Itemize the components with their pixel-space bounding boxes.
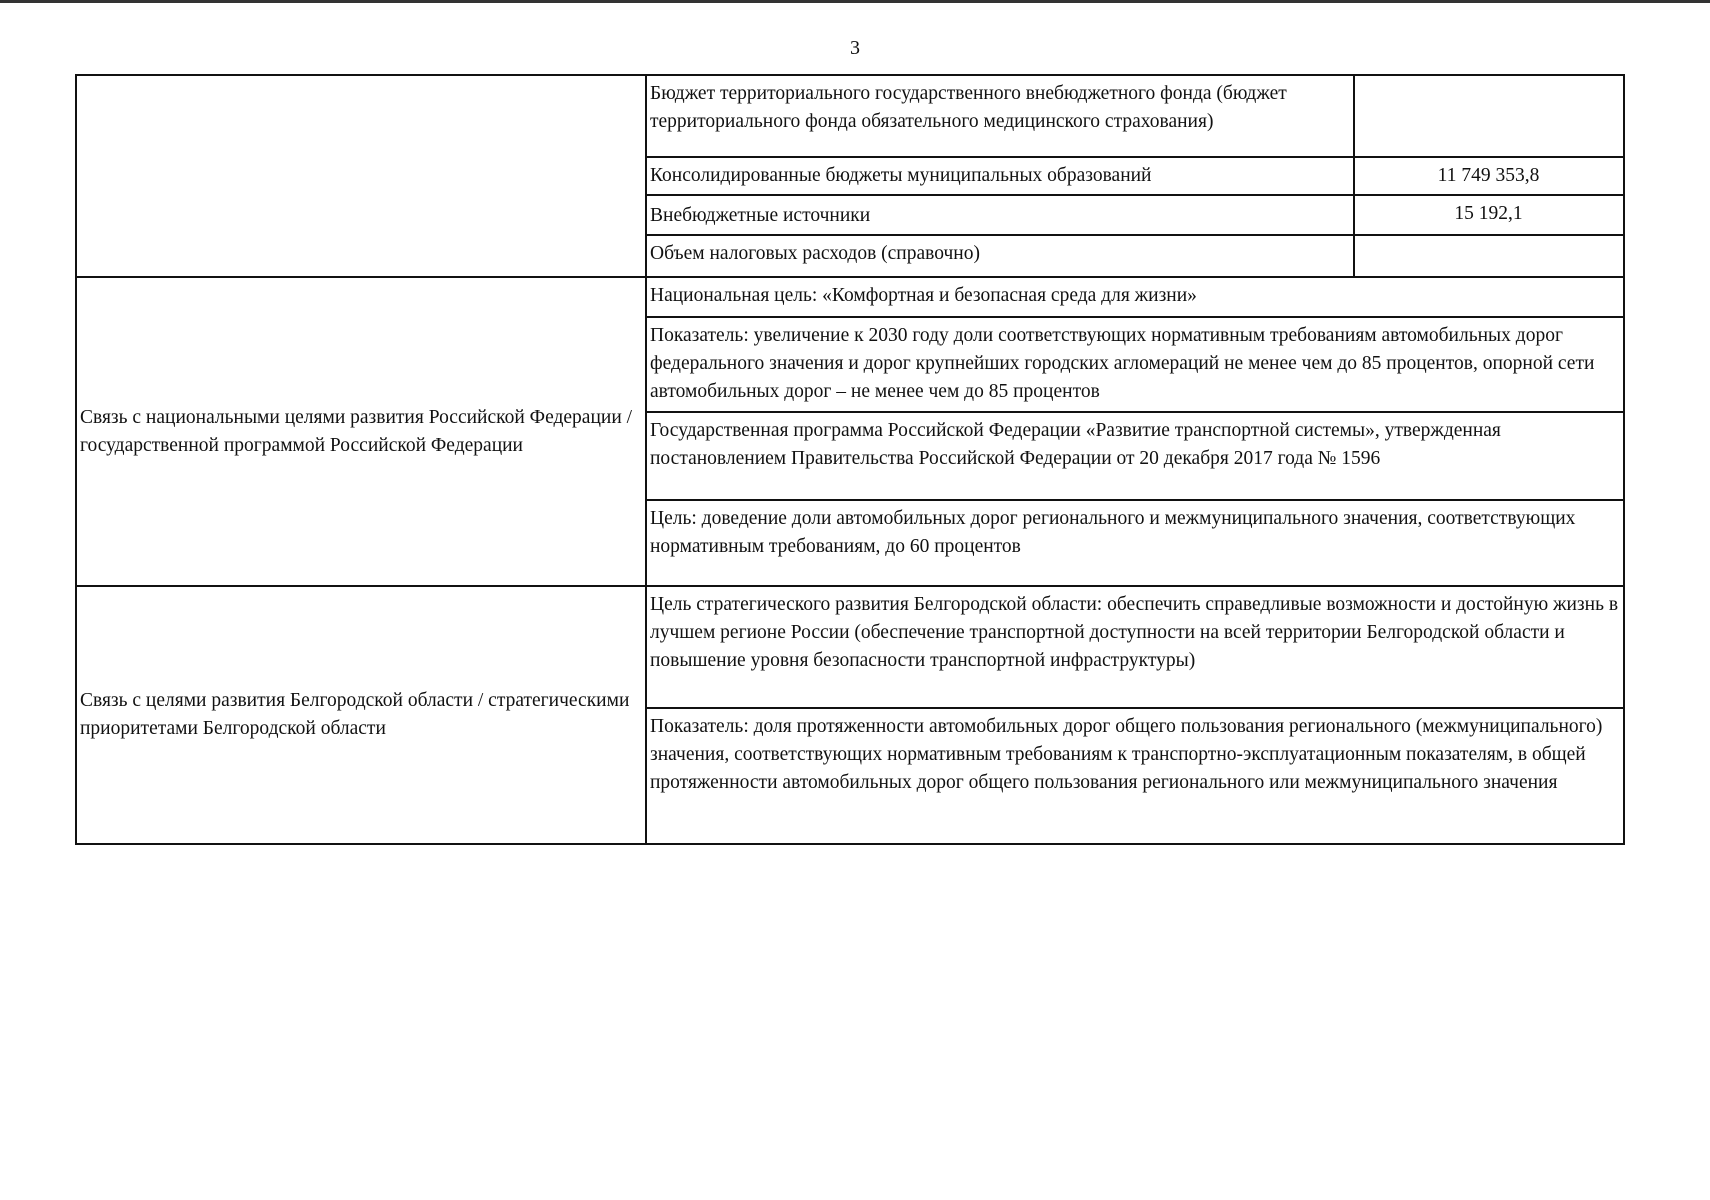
table-row: [76, 277, 1624, 317]
page-number: 3: [850, 37, 860, 59]
financing-label-cell: [76, 75, 646, 277]
national-goal-item: Показатель: увеличение к 2030 году доли соответствующих нормативным требованиям автомобильных дорог федерального значения и дорог крупнейших городских агломераций не менее чем до 85 процентов, опорной сети автомобильных дорог – не менее чем до 85 процентов: [646, 317, 1624, 412]
table-row: [76, 75, 1624, 157]
financing-source-cell: Бюджет территориального государственного внебюджетного фонда (бюджет территориального фонда обязательного медицинского страхования): [646, 75, 1354, 157]
financing-value-cell: [1354, 235, 1624, 277]
financing-source-cell: Консолидированные бюджеты муниципальных образований: [646, 157, 1354, 195]
financing-source-cell: Внебюджетные источники: [646, 195, 1354, 235]
scan-top-edge: [0, 0, 1710, 3]
regional-goal-item: Показатель: доля протяженности автомобильных дорог общего пользования регионального (межмуниципального) значения, соответствующих нормативным требованиям к транспортно-эксплуатационным показателям, в общей протяженности автомобильных дорог общего пользования регионального или межмуниципального значения: [646, 708, 1624, 844]
regional-goal-item: Цель стратегического развития Белгородской области: обеспечить справедливые возможности и достойную жизнь в лучшем регионе России (обеспечение транспортной доступности на всей территории Белгородской области и повышение уровня безопасности транспортной инфраструктуры): [646, 586, 1624, 708]
national-goal-item: Государственная программа Российской Федерации «Развитие транспортной системы», утвержденная постановлением Правительства Российской Федерации от 20 декабря 2017 года № 1596: [646, 412, 1624, 500]
national-goal-item: Национальная цель: «Комфортная и безопасная среда для жизни»: [646, 277, 1624, 317]
table-row: [76, 586, 1624, 708]
financing-value-cell: [1354, 75, 1624, 157]
financing-value-cell: 11 749 353,8: [1354, 157, 1624, 195]
national-goal-item: Цель: доведение доли автомобильных дорог регионального и межмуниципального значения, соответствующих нормативным требованиям, до 60 процентов: [646, 500, 1624, 586]
regional-goals-label: Связь с целями развития Белгородской области / стратегическими приоритетами Белгородской области: [76, 586, 646, 844]
financing-source-cell: Объем налоговых расходов (справочно): [646, 235, 1354, 277]
financing-value-cell: 15 192,1: [1354, 195, 1624, 235]
passport-table: [75, 74, 1625, 845]
national-goals-label: Связь с национальными целями развития Российской Федерации / государственной программой Российской Федерации: [76, 277, 646, 586]
